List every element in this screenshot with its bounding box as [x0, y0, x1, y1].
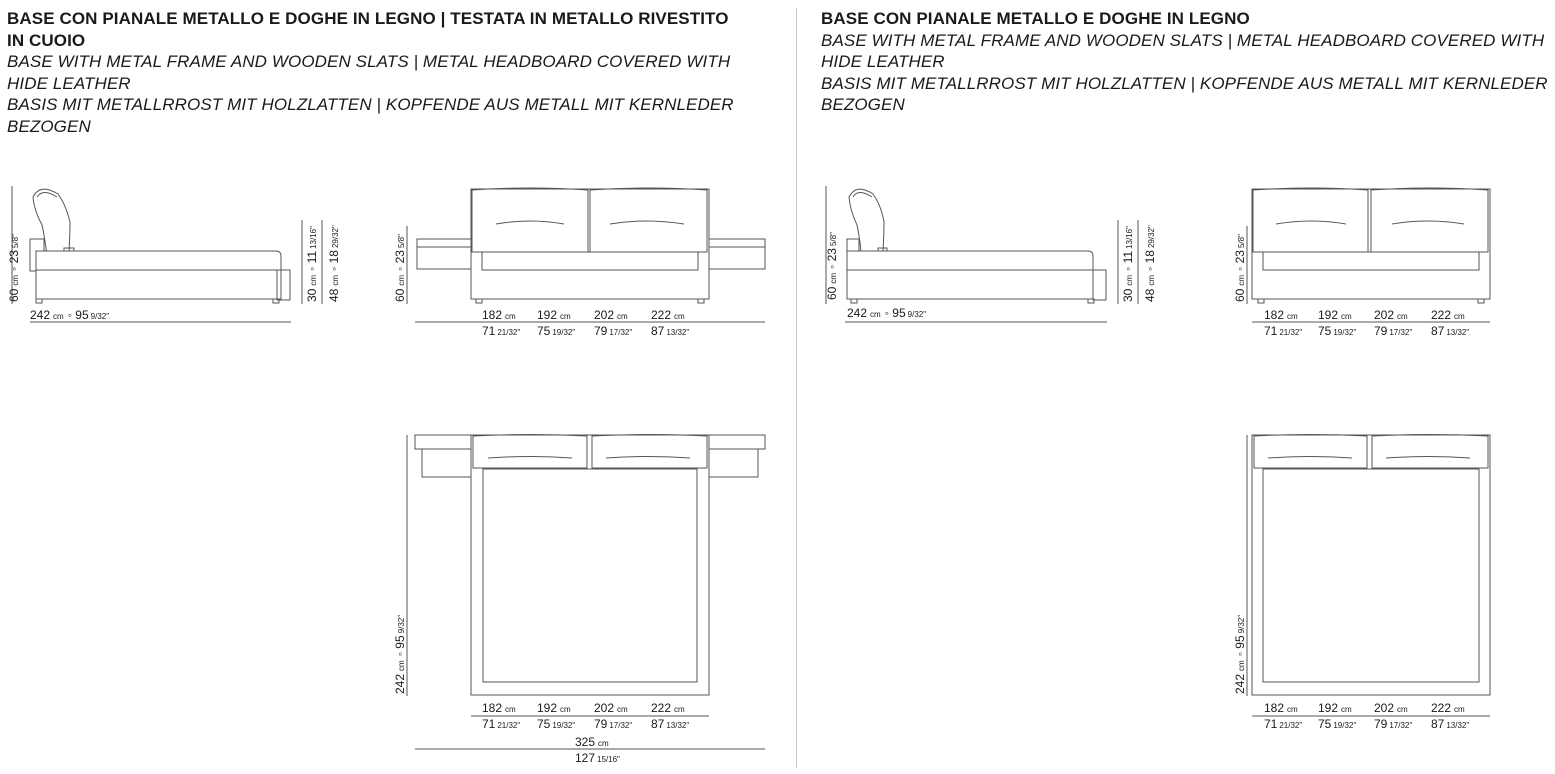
width-inch-label: 71 21/32" [482, 717, 521, 731]
left-side-length-label: 242 cm ◦ 95 9/32" [30, 308, 110, 322]
left-title: BASE CON PIANALE METALLO E DOGHE IN LEGNO | TESTATA IN METALLO RIVESTITO IN CUOIO [7, 9, 729, 50]
left-front-view [393, 188, 765, 338]
width-label: 202 cm [1374, 701, 1408, 715]
left-side-height-label: 60cm◦ 235/8" [7, 234, 21, 302]
width-inch-label: 79 17/32" [1374, 324, 1413, 338]
left-side-seat-height-label: 48cm◦ 1829/32" [327, 225, 341, 302]
width-label: 222 cm [651, 308, 685, 322]
width-label: 222 cm [651, 701, 685, 715]
right-top-view [1233, 435, 1490, 732]
width-inch-label: 71 21/32" [1264, 717, 1303, 731]
width-label: 182 cm [1264, 701, 1298, 715]
overall-width-inch-label: 127 15/16" [575, 751, 620, 765]
width-label: 192 cm [537, 701, 571, 715]
width-inch-label: 75 19/32" [1318, 717, 1357, 731]
right-desc-de: BASIS MIT METALLRROST MIT HOLZLATTEN | KOPFENDE AUS METALL MIT KERNLEDER BEZOGEN [821, 73, 1548, 114]
width-inch-label: 87 13/32" [1431, 324, 1470, 338]
right-side-height-label: 60cm◦ 235/8" [825, 232, 839, 300]
right-top-length-label: 242cm◦ 959/32" [1233, 614, 1247, 694]
width-inch-label: 79 17/32" [594, 324, 633, 338]
width-inch-label: 71 21/32" [1264, 324, 1303, 338]
left-front-width-labels [482, 308, 689, 338]
width-label: 182 cm [482, 308, 516, 322]
left-top-length-label: 242cm◦ 959/32" [393, 614, 407, 694]
right-title: BASE CON PIANALE METALLO E DOGHE IN LEGNO [821, 9, 1250, 28]
width-label: 192 cm [537, 308, 571, 322]
left-side-base-height-label: 30cm◦ 1113/16" [305, 226, 319, 302]
right-side-view [825, 186, 1157, 322]
width-label: 192 cm [1318, 701, 1352, 715]
right-side-length-label: 242 cm ◦ 95 9/32" [847, 306, 927, 320]
right-side-seat-height-label: 48cm◦ 1829/32" [1143, 225, 1157, 302]
width-inch-label: 87 13/32" [1431, 717, 1470, 731]
width-inch-label: 87 13/32" [651, 717, 690, 731]
width-inch-label: 87 13/32" [651, 324, 690, 338]
width-label: 202 cm [594, 308, 628, 322]
left-front-height-label: 60cm◦ 235/8" [393, 234, 407, 302]
left-top-view [393, 435, 765, 766]
width-label: 202 cm [594, 701, 628, 715]
left-desc-de: BASIS MIT METALLRROST MIT HOLZLATTEN | KOPFENDE AUS METALL MIT KERNLEDER BEZOGEN [7, 95, 734, 136]
width-label: 182 cm [482, 701, 516, 715]
width-inch-label: 79 17/32" [1374, 717, 1413, 731]
width-label: 182 cm [1264, 308, 1298, 322]
right-desc-en: BASE WITH METAL FRAME AND WOODEN SLATS | METAL HEADBOARD COVERED WITH HIDE LEATHER [821, 30, 1545, 71]
width-inch-label: 71 21/32" [482, 324, 521, 338]
overall-width-label: 325 cm [575, 735, 609, 749]
width-label: 222 cm [1431, 701, 1465, 715]
width-inch-label: 75 19/32" [537, 324, 576, 338]
left-desc-en: BASE WITH METAL FRAME AND WOODEN SLATS | METAL HEADBOARD COVERED WITH HIDE LEATHER [7, 52, 731, 93]
right-side-base-height-label: 30cm◦ 1113/16" [1121, 226, 1135, 302]
right-front-width-labels [1264, 308, 1469, 338]
width-inch-label: 75 19/32" [1318, 324, 1357, 338]
width-label: 192 cm [1318, 308, 1352, 322]
right-front-view [1233, 188, 1490, 338]
width-inch-label: 75 19/32" [537, 717, 576, 731]
left-side-view [7, 186, 341, 322]
width-label: 202 cm [1374, 308, 1408, 322]
right-front-height-label: 60cm◦ 235/8" [1233, 234, 1247, 302]
width-label: 222 cm [1431, 308, 1465, 322]
width-inch-label: 79 17/32" [594, 717, 633, 731]
